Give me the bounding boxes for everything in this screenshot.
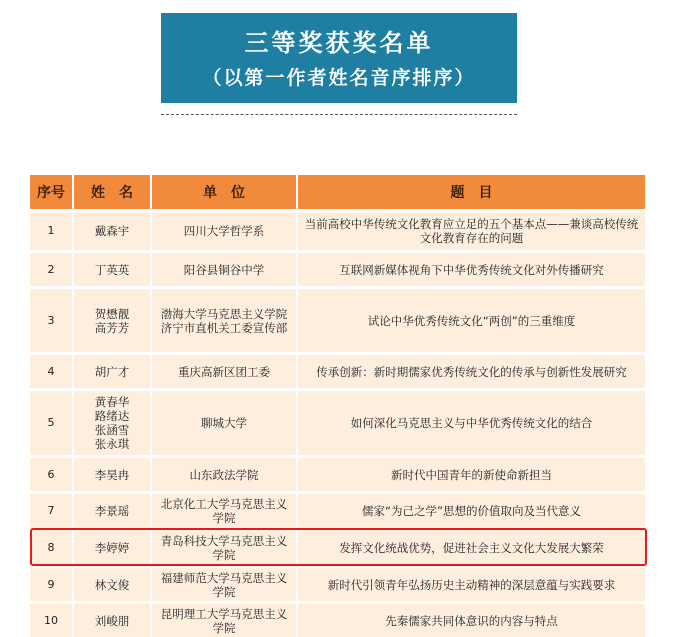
row-title: 如何深化马克思主义与中华优秀传统文化的结合	[298, 391, 645, 455]
row-number: 7	[30, 494, 74, 527]
row-number: 10	[30, 604, 74, 637]
row-unit: 山东政法学院	[152, 458, 298, 491]
table-row	[30, 568, 645, 601]
row-number: 5	[30, 391, 74, 455]
row-title: 当前高校中华传统文化教育应立足的五个基本点——兼谈高校传统文化教育存在的问题	[298, 212, 645, 250]
row-title: 新时代引领青年弘扬历史主动精神的深层意蕴与实践要求	[298, 568, 645, 601]
table-row	[30, 530, 645, 565]
row-name: 刘峻朋	[74, 604, 152, 637]
table-row	[30, 604, 645, 637]
header-unit: 单 位	[152, 175, 298, 209]
page-subtitle: （以第一作者姓名音序排序）	[202, 67, 476, 89]
row-title: 儒家“为己之学”思想的价值取向及当代意义	[298, 494, 645, 527]
page-title: 三等奖获奖名单	[244, 29, 434, 57]
table-row	[30, 212, 645, 250]
row-name: 胡广才	[74, 355, 152, 388]
title-banner	[161, 13, 517, 103]
row-title: 互联网新媒体视角下中华优秀传统文化对外传播研究	[298, 253, 645, 286]
dashed-divider	[161, 114, 517, 115]
row-title: 试论中华优秀传统文化“两创”的三重维度	[298, 289, 645, 352]
table-row	[30, 494, 645, 527]
row-unit: 重庆高新区团工委	[152, 355, 298, 388]
header-no: 序号	[30, 175, 74, 209]
table-header-row	[30, 175, 645, 209]
table-row	[30, 458, 645, 491]
row-number: 9	[30, 568, 74, 601]
row-title: 先秦儒家共同体意识的内容与特点	[298, 604, 645, 637]
row-number: 8	[30, 530, 74, 565]
row-title: 发挥文化统战优势，促进社会主义文化大发展大繁荣	[298, 530, 645, 565]
row-unit: 北京化工大学马克思主义 学院	[152, 494, 298, 527]
row-name: 黄春华 路绪达 张涵雪 张永琪	[74, 391, 152, 455]
row-unit: 昆明理工大学马克思主义 学院	[152, 604, 298, 637]
table-row	[30, 355, 645, 388]
row-name: 李昊冉	[74, 458, 152, 491]
row-unit: 聊城大学	[152, 391, 298, 455]
row-title: 传承创新：新时期儒家优秀传统文化的传承与创新性发展研究	[298, 355, 645, 388]
header-name: 姓 名	[74, 175, 152, 209]
row-number: 3	[30, 289, 74, 352]
row-name: 贺懋靓 高芳芳	[74, 289, 152, 352]
header-title: 题 目	[298, 175, 645, 209]
table-row	[30, 391, 645, 455]
row-name: 李婷婷	[74, 530, 152, 565]
row-name: 丁英英	[74, 253, 152, 286]
row-unit: 福建师范大学马克思主义 学院	[152, 568, 298, 601]
row-title: 新时代中国青年的新使命新担当	[298, 458, 645, 491]
row-number: 4	[30, 355, 74, 388]
row-unit: 青岛科技大学马克思主义 学院	[152, 530, 298, 565]
row-name: 李景瑶	[74, 494, 152, 527]
awards-table	[30, 172, 645, 637]
row-name: 戴森宇	[74, 212, 152, 250]
row-unit: 阳谷县铜谷中学	[152, 253, 298, 286]
table-row	[30, 253, 645, 286]
row-unit: 四川大学哲学系	[152, 212, 298, 250]
row-number: 1	[30, 212, 74, 250]
row-number: 2	[30, 253, 74, 286]
row-number: 6	[30, 458, 74, 491]
row-unit: 渤海大学马克思主义学院 济宁市直机关工委宣传部	[152, 289, 298, 352]
row-name: 林文俊	[74, 568, 152, 601]
table-row	[30, 289, 645, 352]
